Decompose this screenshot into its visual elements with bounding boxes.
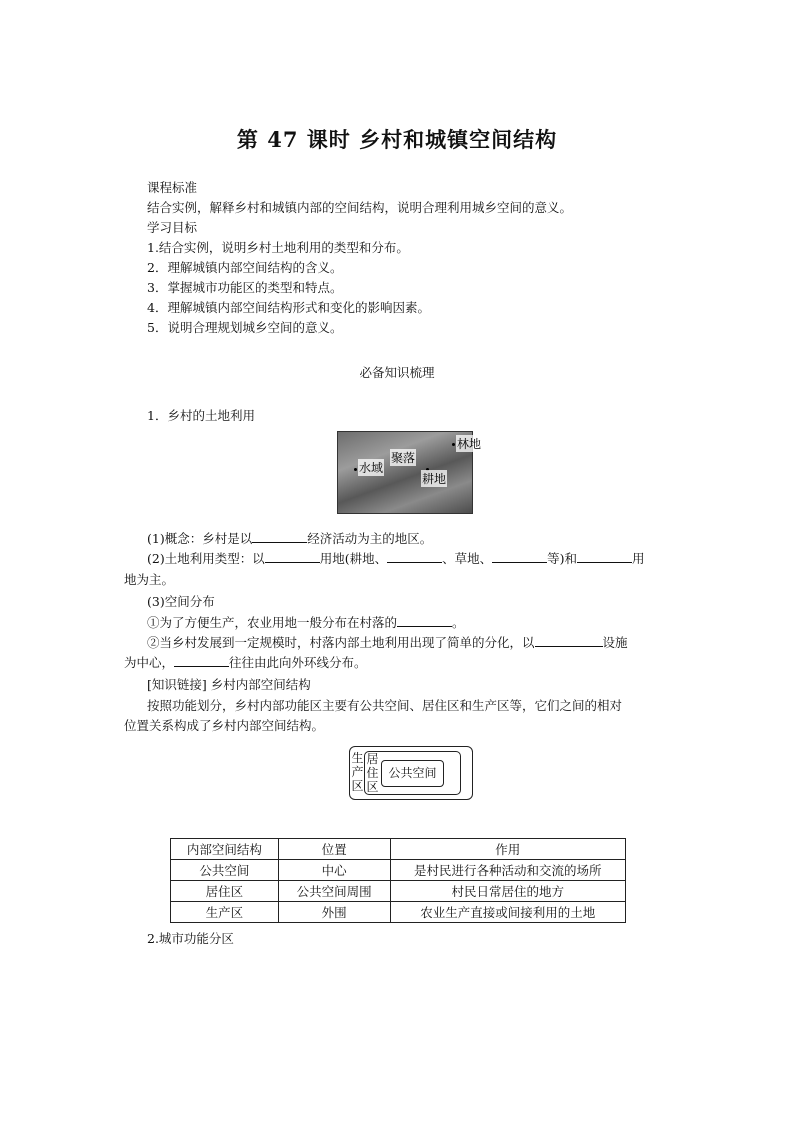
- spatial-text: ②当乡村发展到一定规模时，村落内部土地利用出现了简单的分化，以: [147, 635, 535, 650]
- learning-goal-item: 5．说明合理规划城乡空间的意义。: [147, 320, 343, 335]
- blank[interactable]: [397, 614, 452, 627]
- table-cell: 是村民进行各种活动和交流的场所: [390, 860, 625, 881]
- blank[interactable]: [577, 550, 632, 563]
- table-row: [171, 881, 626, 902]
- table-header: 作用: [390, 839, 625, 860]
- blank[interactable]: [492, 550, 547, 563]
- landuse-text: 用: [632, 551, 645, 566]
- photo-label-farmland: 耕地: [422, 472, 447, 486]
- landuse-line: [147, 550, 645, 568]
- table-cell: 公共空间周围: [278, 881, 390, 902]
- landuse-text: 、草地、: [442, 551, 493, 566]
- photo-label-water: 水域: [359, 461, 384, 475]
- table-cell: 村民日常居住的地方: [390, 881, 625, 902]
- landuse-text: 用地(耕地、: [319, 551, 388, 566]
- spatial-text: 往往由此向外环线分布。: [229, 655, 367, 670]
- learning-goal-item: 4．理解城镇内部空间结构形式和变化的影响因素。: [147, 300, 430, 315]
- blank[interactable]: [252, 530, 307, 543]
- village-photo: [337, 431, 482, 514]
- section2-heading: 2.城市功能分区: [147, 931, 234, 946]
- knowledge-link-heading: [知识链接] 乡村内部空间结构: [147, 677, 311, 692]
- photo-label-village: 聚落: [391, 451, 416, 465]
- section-heading: 必备知识梳理: [359, 365, 435, 380]
- spatial-text: ①为了方便生产，农业用地一般分布在村落的: [147, 615, 398, 630]
- knowledge-link-text-cont: 位置关系构成了乡村内部空间结构。: [124, 718, 325, 733]
- table-cell: 外围: [278, 902, 390, 923]
- spatial-item-2-cont: [124, 654, 367, 672]
- table-header: 内部空间结构: [171, 839, 279, 860]
- spatial-item-1: [147, 614, 465, 632]
- table-cell: 农业生产直接或间接利用的土地: [390, 902, 625, 923]
- table-cell: 公共空间: [171, 860, 279, 881]
- diagram-public-space: 公共空间: [381, 760, 444, 787]
- photo-label-forest: 林地: [457, 437, 482, 451]
- concept-prefix: (1)概念：乡村是以: [147, 531, 253, 546]
- learning-goal-item: 2．理解城镇内部空间结构的含义。: [147, 260, 343, 275]
- learning-goal-item: 1.结合实例，说明乡村土地利用的类型和分布。: [147, 240, 409, 255]
- blank[interactable]: [535, 634, 603, 647]
- spatial-text: 设施: [602, 635, 628, 650]
- table-cell: 生产区: [171, 902, 279, 923]
- table-row: [171, 860, 626, 881]
- section1-heading: 1．乡村的土地利用: [147, 408, 255, 423]
- concept-line: [147, 530, 432, 548]
- blank[interactable]: [174, 654, 229, 667]
- spatial-structure-table: [170, 838, 626, 923]
- landuse-text: (2)土地利用类型：以: [147, 551, 265, 566]
- blank[interactable]: [265, 550, 320, 563]
- learning-goal-item: 3．掌握城市功能区的类型和特点。: [147, 280, 343, 295]
- table-row: [171, 902, 626, 923]
- table-header-row: [171, 839, 626, 860]
- landuse-line-cont: 地为主。: [124, 572, 175, 587]
- spatial-heading: (3)空间分布: [147, 594, 215, 609]
- curriculum-standard-text: 结合实例，解释乡村和城镇内部的空间结构，说明合理利用城乡空间的意义。: [147, 200, 573, 215]
- spatial-item-2: [147, 634, 628, 652]
- blank[interactable]: [387, 550, 442, 563]
- spatial-text: 。: [452, 615, 465, 630]
- table-header: 位置: [278, 839, 390, 860]
- table-cell: 中心: [278, 860, 390, 881]
- concept-suffix: 经济活动为主的地区。: [307, 531, 433, 546]
- diagram-label-residential: 居住区: [366, 752, 379, 794]
- learning-goals-heading: 学习目标: [147, 220, 198, 235]
- diagram-label-production: 生产区: [351, 751, 364, 793]
- table-cell: 居住区: [171, 881, 279, 902]
- landuse-text: 等)和: [547, 551, 578, 566]
- curriculum-standard-heading: 课程标准: [147, 180, 198, 195]
- spatial-text: 为中心，: [124, 655, 175, 670]
- page-title: 第 47 课时 乡村和城镇空间结构: [236, 127, 558, 152]
- knowledge-link-text: 按照功能划分，乡村内部功能区主要有公共空间、居住区和生产区等，它们之间的相对: [147, 698, 623, 713]
